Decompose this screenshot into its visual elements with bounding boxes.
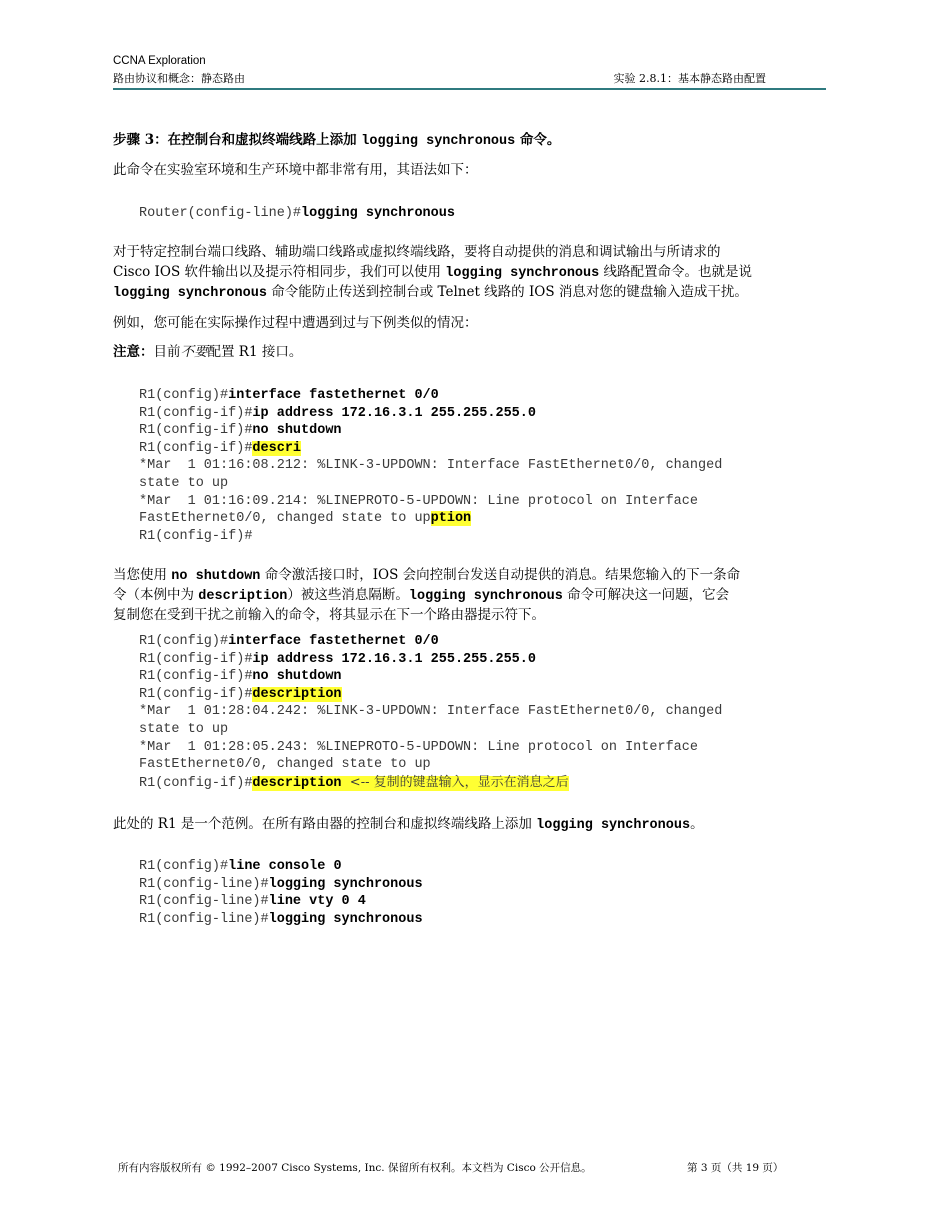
intro-paragraph: 此命令在实验室环境和生产环境中都非常有用，其语法如下： xyxy=(113,162,478,178)
header-rule xyxy=(113,88,826,90)
code-line: *Mar 1 01:28:05.243: %LINEPROTO-5-UPDOWN: Line protocol on Interface xyxy=(139,739,698,755)
lab-title: 实验 2.8.1：基本静态路由配置 xyxy=(613,72,766,85)
para1-line3: logging synchronous 命令能防止传送到控制台或 Telnet 线路的 IOS 消息对您的键盘输入造成干扰。 xyxy=(113,284,748,301)
code-line: R1(config-line)#line vty 0 4 xyxy=(139,894,366,910)
page-header xyxy=(113,55,826,92)
code-line: R1(config)#interface fastethernet 0/0 xyxy=(139,634,439,649)
code-block-1 xyxy=(139,387,722,545)
code-line: state to up xyxy=(139,721,229,737)
code-line: *Mar 1 01:28:04.242: %LINK-3-UPDOWN: Interface FastEthernet0/0, changed xyxy=(139,704,723,720)
code-line: R1(config-if)# xyxy=(139,528,253,544)
code-line: state to up xyxy=(139,475,229,491)
note-paragraph: 注意：目前不要配置 R1 接口。 xyxy=(113,344,303,360)
footer-copyright: 所有内容版权所有 © 1992–2007 Cisco Systems, Inc. 保留所有权利。本文档为 Cisco 公开信息。 xyxy=(118,1162,592,1174)
code-line: R1(config-if)#description xyxy=(139,686,342,702)
code-line: R1(config-if)#descri xyxy=(139,440,302,456)
step-heading: 步骤 3：在控制台和虚拟终端线路上添加 logging synchronous 命令。 xyxy=(113,132,561,149)
code-line: *Mar 1 01:16:08.212: %LINK-3-UPDOWN: Interface FastEthernet0/0, changed xyxy=(139,458,723,474)
code-line: FastEthernet0/0, changed state to up xyxy=(139,757,431,773)
code-line: R1(config)#interface fastethernet 0/0 xyxy=(139,388,439,403)
code-line: FastEthernet0/0, changed state to upption xyxy=(139,511,472,527)
para3: 此处的 R1 是一个范例。在所有路由器的控制台和虚拟终端线路上添加 logging synchronous。 xyxy=(113,816,704,833)
code-line: R1(config-if)#description <-- 复制的键盘输入，显示在消息之后 xyxy=(139,774,569,791)
para2-line2: 令（本例中为 description）被这些消息隔断。logging synchronous 命令可解决这一问题，它会 xyxy=(113,587,730,604)
para1-line1: 对于特定控制台端口线路、辅助端口线路或虚拟终端线路，要将自动提供的消息和调试输出与所请求的 xyxy=(113,244,721,260)
code-line: R1(config-if)#no shutdown xyxy=(139,669,342,685)
code-line: R1(config-line)#logging synchronous xyxy=(139,876,423,892)
code-line: R1(config-if)#ip address 172.16.3.1 255.255.255.0 xyxy=(139,651,536,667)
para2-line1: 当您使用 no shutdown 命令激活接口时，IOS 会向控制台发送自动提供的消息。结果您输入的下一条命 xyxy=(113,567,741,584)
code-line: R1(config-line)#logging synchronous xyxy=(139,911,423,927)
footer-page-number: 第 3 页（共 19 页） xyxy=(687,1162,784,1174)
course-title: CCNA Exploration xyxy=(113,55,206,67)
syntax-code: Router(config-line)#logging synchronous xyxy=(139,206,455,221)
para2-line3: 复制您在受到干扰之前输入的命令，将其显示在下一个路由器提示符下。 xyxy=(113,607,545,623)
code-line: R1(config)#line console 0 xyxy=(139,859,342,874)
code-block-3 xyxy=(139,858,423,928)
para1-line2: Cisco IOS 软件输出以及提示符相同步，我们可以使用 logging synchronous 线路配置命令。也就是说 xyxy=(113,264,753,281)
example-paragraph: 例如，您可能在实际操作过程中遭遇到过与下例类似的情况： xyxy=(113,315,478,331)
code-block-2 xyxy=(139,633,722,792)
code-line: R1(config-if)#ip address 172.16.3.1 255.255.255.0 xyxy=(139,405,536,421)
code-line: *Mar 1 01:16:09.214: %LINEPROTO-5-UPDOWN: Line protocol on Interface xyxy=(139,493,698,509)
code-line: R1(config-if)#no shutdown xyxy=(139,423,342,439)
chapter-title: 路由协议和概念：静态路由 xyxy=(113,72,245,85)
